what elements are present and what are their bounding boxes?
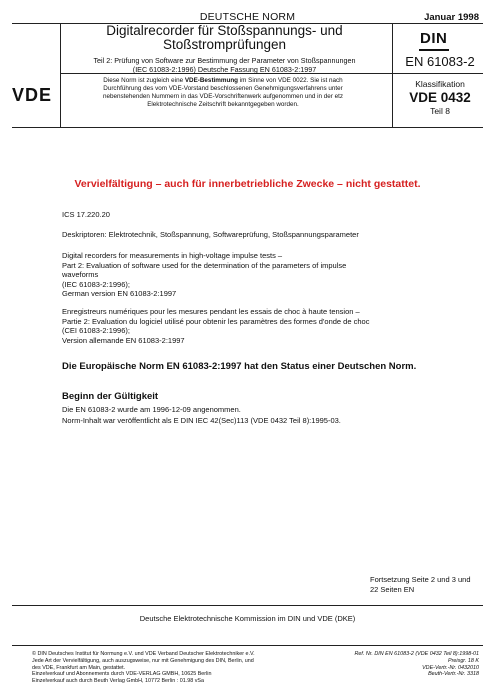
french-line-4: Version allemande EN 61083-2:1997: [62, 335, 185, 345]
reference-line-1: Ref. Nr. DIN EN 61083-2 (VDE 0432 Teil 8):1998-01: [354, 651, 479, 657]
vde-notice-line-2: Durchführung des vom VDE-Vorstand beschlossenen Genehmigungsverfahrens unter: [103, 85, 343, 92]
vde-notice-rest: im Sinne von VDE 0022. Sie ist nach: [238, 77, 343, 84]
classification-value: VDE 0432: [409, 90, 471, 105]
copyright-line-2: Jede Art der Vervielfältigung, auch auszugsweise, nur mit Genehmigung des DIN, Berlin, und: [32, 657, 254, 664]
commission-name: Deutsche Elektrotechnische Kommission im DIN und VDE (DKE): [139, 614, 356, 623]
continuation-note: [370, 575, 471, 594]
copyright-line-5: Einzelverkauf auch durch Beuth Verlag GmbH, 10772 Berlin : 01.98 vSa: [32, 678, 205, 685]
validity-line-2: Norm-Inhalt war veröffentlicht als E DIN IEC 42(Sec)113 (VDE 0432 Teil 8):1995-03.: [62, 416, 341, 425]
copy-warning: Vervielfältigung – auch für innerbetriebliche Zwecke – nicht gestattet.: [74, 178, 421, 190]
vde-notice-pre: Diese Norm ist zugleich eine: [103, 77, 185, 84]
validity-section: [62, 392, 341, 426]
descriptors: Deskriptoren: Elektrotechnik, Stoßspannung, Softwareprüfung, Stoßspannungsparameter: [62, 230, 359, 239]
validity-line-1: Die EN 61083-2 wurde am 1996-12-09 angenommen.: [62, 404, 241, 414]
title-line-2: Stoßstromprüfungen: [162, 37, 287, 52]
french-line-2: Partie 2: Evaluation du logiciel utilisé pour obtenir les paramètres des formes d'onde de choc: [62, 316, 370, 326]
english-line-2: Part 2: Evaluation of software used for the determination of the parameters of impulse: [62, 260, 347, 270]
classification-part: Teil 8: [430, 106, 450, 116]
reference-block: [354, 651, 479, 678]
status-statement: Die Europäische Norm EN 61083-2:1997 hat den Status einer Deutschen Norm.: [62, 361, 417, 372]
reference-line-3: VDE-Vertr.-Nr. 0432010: [422, 664, 479, 671]
din-logo-underline: [419, 49, 449, 51]
vde-logo: VDE: [12, 84, 53, 105]
subtitle-line-1: Teil 2: Prüfung von Software zur Bestimmung der Parameter von Stoßspannungen: [93, 56, 356, 65]
vde-notice: [62, 77, 384, 109]
english-line-3: waveforms: [62, 270, 99, 279]
right-column-rule: [392, 23, 393, 127]
french-line-1: Enregistreurs numériques pour les mesures pendant les essais de choc à haute tension –: [62, 307, 360, 316]
vde-notice-line-4: Elektrotechnische Zeitschrift bekanntgegeben worden.: [147, 101, 299, 108]
copyright-notice: [32, 651, 342, 685]
copyright-line-4: Einzelverkauf und Abonnements durch VDE-VERLAG GMBH, 10625 Berlin: [32, 671, 212, 678]
document-title: [62, 24, 387, 52]
english-line-5: German version EN 61083-2:1997: [62, 289, 177, 298]
validity-heading: Beginn der Gültigkeit: [62, 391, 159, 402]
footer-bottom-rule: [12, 645, 483, 646]
reference-line-2: Preisgr. 18 K: [448, 657, 479, 664]
header-bottom-rule: [12, 127, 483, 128]
copyright-line-3: des VDE, Frankfurt am Main, gestattet.: [32, 664, 126, 671]
continuation-line-1: Fortsetzung Seite 2 und 3 und: [370, 575, 471, 584]
document-type-header: DEUTSCHE NORM: [199, 11, 296, 23]
french-line-3: (CEI 61083-2:1996);: [62, 326, 130, 335]
document-subtitle: [62, 56, 387, 74]
publication-date: Januar 1998: [424, 12, 479, 23]
vde-notice-line-3: nebenstehenden Nummern in das VDE-Vorschriftenwerk aufgenommen und in der etz: [102, 93, 344, 100]
footer-top-rule: [12, 605, 483, 606]
english-line-4: (IEC 61083-2:1996);: [62, 279, 130, 289]
french-title: [62, 307, 369, 345]
reference-line-4: Beuth-Vertr.-Nr. 3318: [428, 671, 479, 678]
norm-number: EN 61083-2: [405, 54, 475, 69]
din-logo: DIN: [420, 30, 448, 47]
copyright-line-1: © DIN Deutsches Institut für Normung e.V. und VDE Verband Deutscher Elektrotechniker e.V.: [32, 651, 255, 657]
continuation-line-2: 22 Seiten EN: [370, 584, 415, 594]
subtitle-line-2: (IEC 61083-2:1996) Deutsche Fassung EN 61083-2:1997: [132, 65, 317, 74]
english-line-1: Digital recorders for measurements in high-voltage impulse tests –: [62, 251, 283, 260]
left-column-rule: [60, 23, 61, 127]
ics-code: ICS 17.220.20: [62, 210, 110, 219]
classification-label: Klassifikation: [415, 79, 465, 89]
english-title: [62, 251, 346, 299]
vde-notice-bold: VDE-Bestimmung: [184, 77, 239, 84]
title-line-1: Digitalrecorder für Stoßspannungs- und: [106, 23, 343, 38]
vde-notice-line-1: [62, 77, 384, 85]
